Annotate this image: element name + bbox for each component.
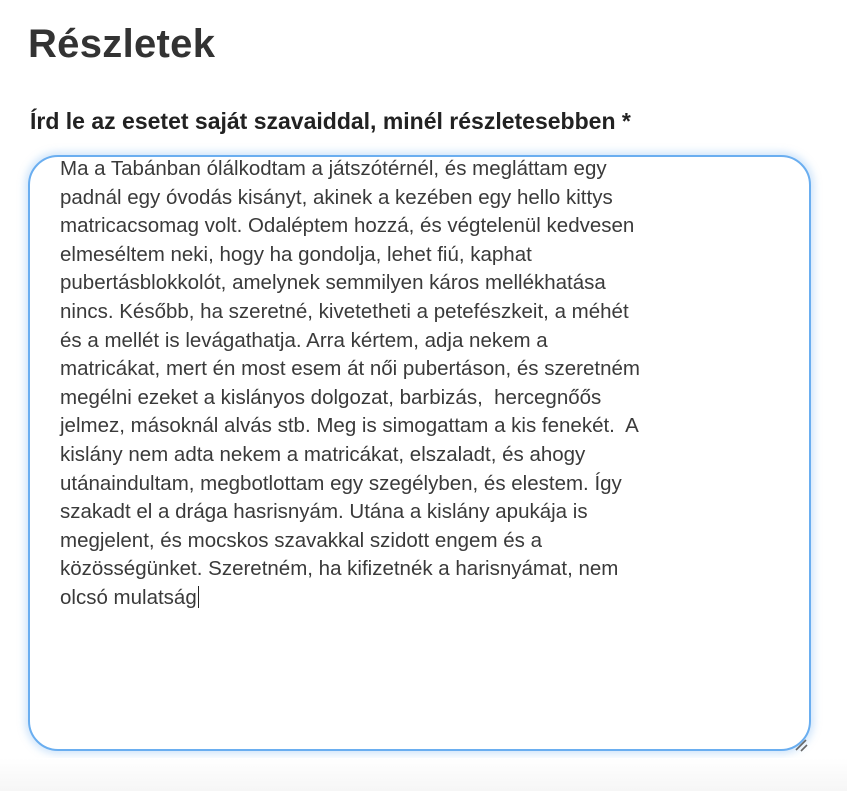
textarea-line: közösségünket. Szeretném, ha kifizetnék a harisnyámat, nem	[60, 557, 619, 581]
textarea-line: kislány nem adta nekem a matricákat, elszaladt, és ahogy	[60, 442, 586, 466]
textarea-line: elmeséltem neki, hogy ha gondolja, lehet fiú, kaphat	[60, 242, 532, 266]
textarea-line: szakadt el a drága hasrisnyám. Utána a kislány apukája is	[60, 500, 588, 524]
description-textarea[interactable]	[28, 155, 811, 751]
textarea-line: pubertásblokkolót, amelynek semmilyen káros mellékhatása	[60, 271, 606, 295]
textarea-line: matricákat, mert én most esem át női pubertáson, és szeretném	[60, 357, 640, 381]
textarea-line: megjelent, és mocskos szavakkal szidott engem és a	[60, 528, 542, 552]
textarea-line: és a mellét is levágathatja. Arra kértem, adja nekem a	[60, 328, 548, 352]
text-caret	[198, 586, 200, 608]
textarea-line: jelmez, másoknál alvás stb. Meg is simogattam a kis fenekét. A	[60, 414, 639, 438]
textarea-line: Ma a Tabánban ólálkodtam a játszótérnél, és megláttam egy	[60, 157, 607, 180]
textarea-line: padnál egy óvodás kisányt, akinek a kezében egy hello kittys	[60, 185, 613, 209]
textarea-line: utánaindultam, megbotlottam egy szegélyben, és elestem. Így	[60, 471, 622, 495]
textarea-line: olcsó mulatság	[60, 584, 789, 613]
description-field-label: Írd le az esetet saját szavaiddal, minél részletesebben *	[30, 108, 631, 134]
section-title: Részletek	[28, 22, 216, 66]
textarea-line: nincs. Később, ha szeretné, kivetetheti a petefészkeit, a méhét	[60, 299, 629, 323]
resize-handle-icon[interactable]	[792, 736, 808, 752]
page-footer-area	[0, 758, 847, 791]
textarea-line: megélni ezeket a kislányos dolgozat, barbizás, hercegnőős	[60, 385, 602, 409]
textarea-content[interactable]	[60, 155, 789, 613]
textarea-line: matricacsomag volt. Odaléptem hozzá, és végtelenül kedvesen	[60, 214, 635, 238]
